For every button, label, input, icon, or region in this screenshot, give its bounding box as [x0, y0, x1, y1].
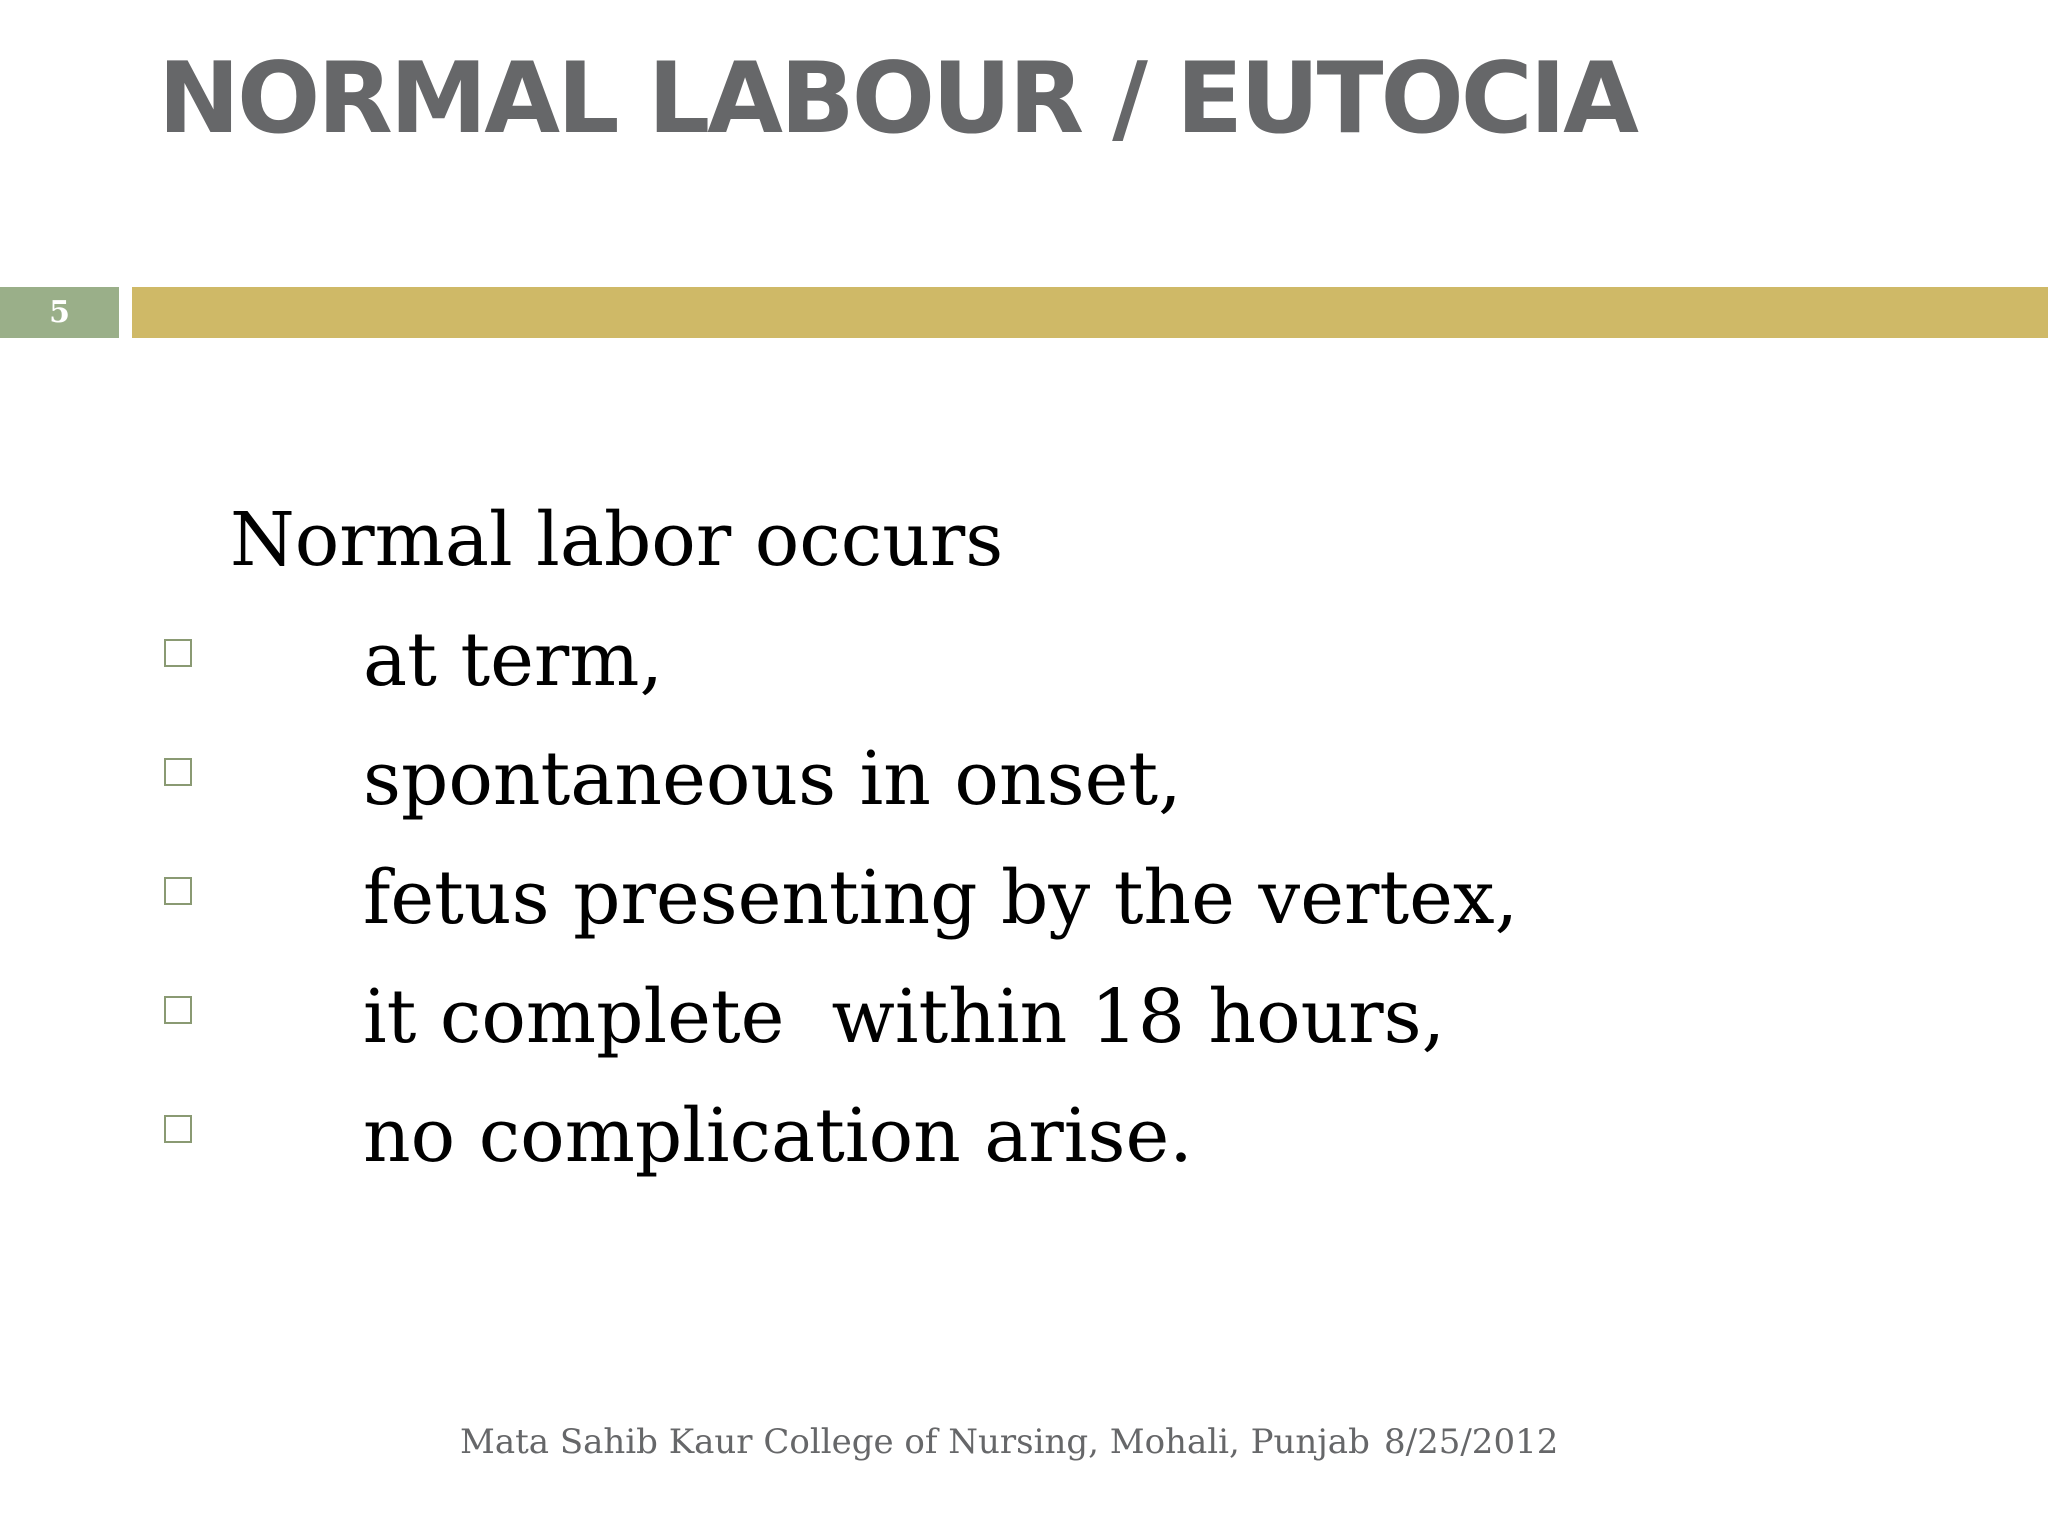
bullet-text: at term, [363, 617, 663, 703]
list-item [0, 736, 2048, 836]
list-item [0, 974, 2048, 1074]
list-item [0, 617, 2048, 717]
square-outline-icon [164, 1115, 192, 1143]
list-item [0, 855, 2048, 955]
intro-text: Normal labor occurs [230, 497, 1004, 583]
square-outline-icon [164, 758, 192, 786]
footer-date: 8/25/2012 [1384, 1422, 1559, 1462]
square-outline-icon [164, 996, 192, 1024]
bullet-text: no complication arise. [363, 1093, 1193, 1179]
square-outline-icon [164, 639, 192, 667]
slide-number-badge [0, 287, 119, 338]
bullet-text: it complete within 18 hours, [363, 974, 1446, 1060]
square-outline-icon [164, 877, 192, 905]
footer-institution: Mata Sahib Kaur College of Nursing, Mohali, Punjab [460, 1422, 1370, 1462]
accent-bar [132, 287, 2048, 338]
slide-number: 5 [49, 295, 70, 330]
bullet-text: spontaneous in onset, [363, 736, 1182, 822]
bullet-text: fetus presenting by the vertex, [363, 855, 1519, 941]
slide-title: NORMAL LABOUR / EUTOCIA [158, 42, 1636, 156]
list-item [0, 1093, 2048, 1193]
